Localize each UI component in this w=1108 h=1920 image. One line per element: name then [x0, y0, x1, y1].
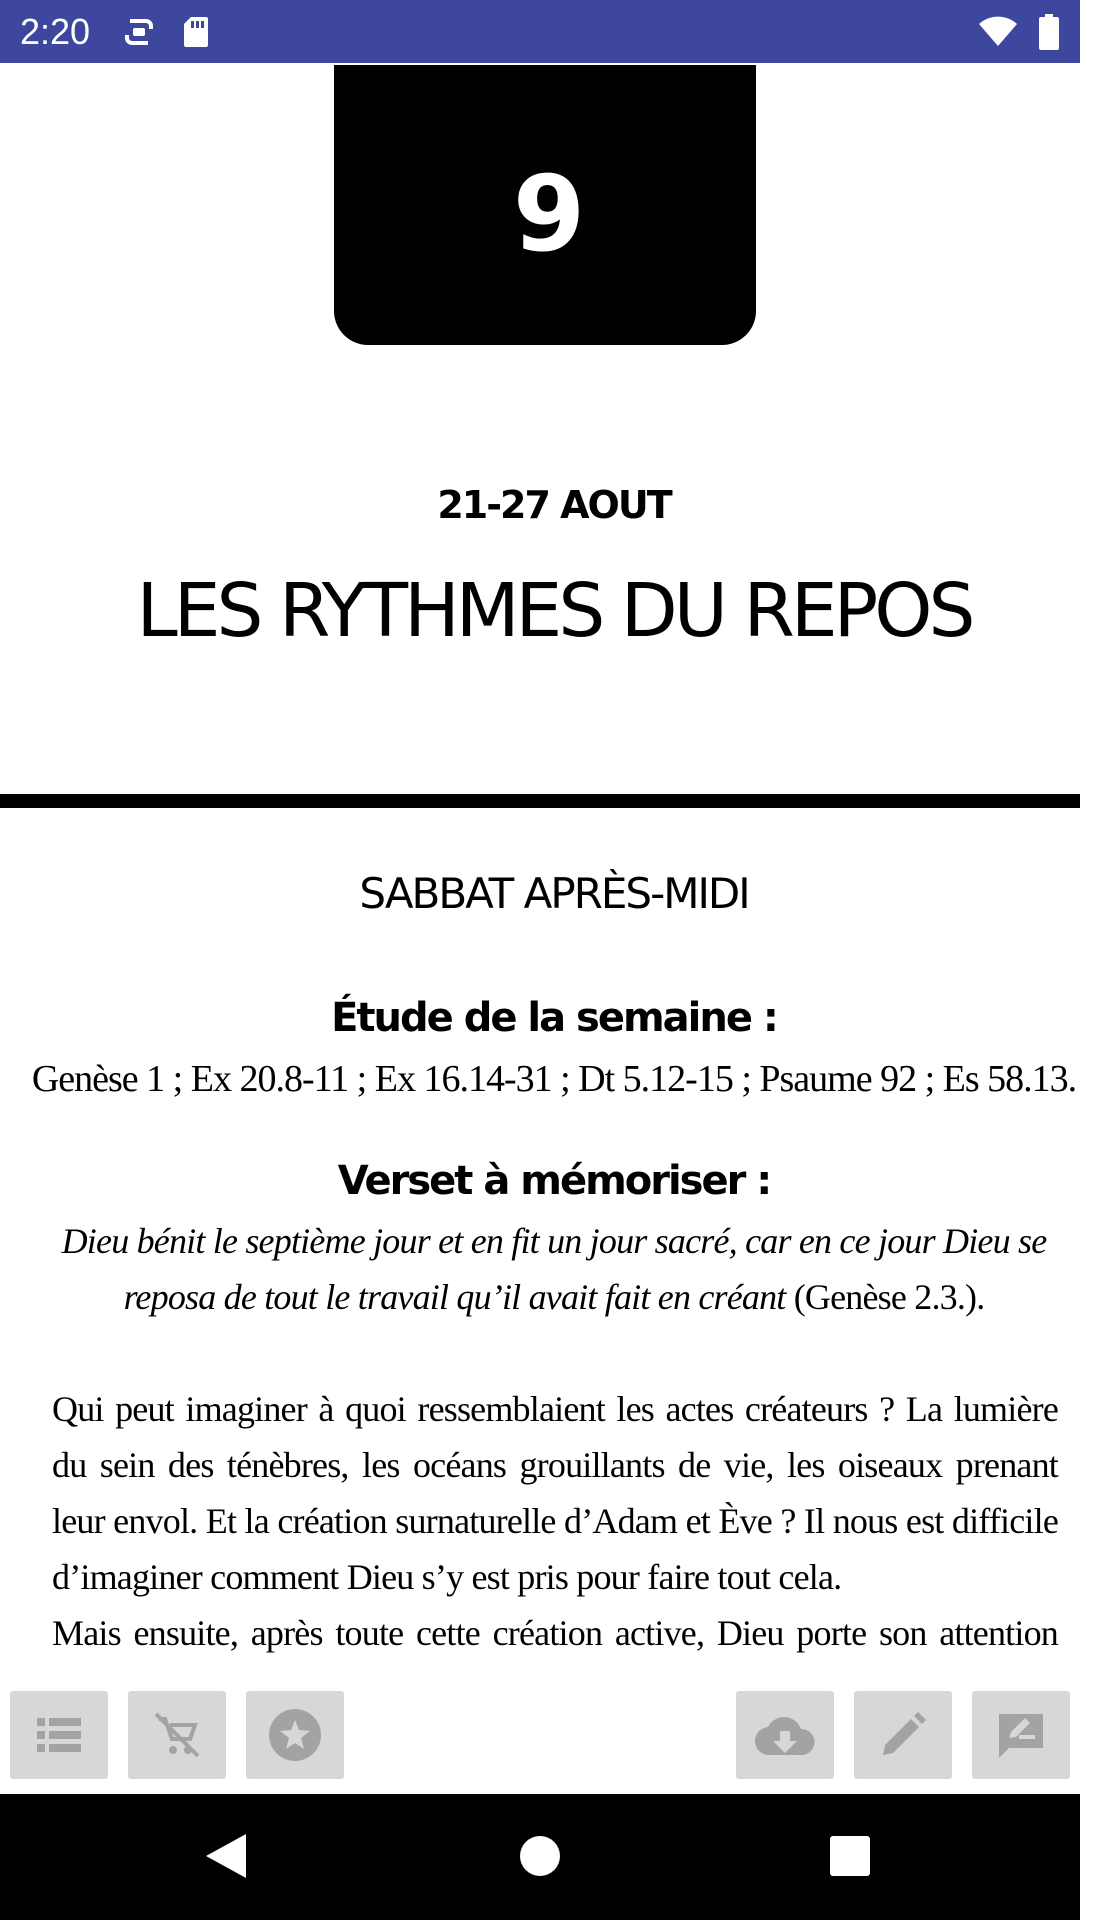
memory-verse [50, 1213, 1058, 1325]
section-heading: SABBAT APRÈS-MIDI [359, 869, 749, 918]
body-text [52, 1381, 1058, 1717]
body-next-line: Mais ensuite, après toute cette création active, Dieu porte son attention [52, 1613, 1058, 1653]
lesson-dates: 21-27 AOUT [437, 483, 671, 527]
star-icon [268, 1708, 322, 1762]
cloud-download-icon [754, 1713, 816, 1757]
horizontal-rule [0, 794, 1080, 808]
document-page[interactable] [0, 63, 1080, 1675]
feedback-button[interactable] [972, 1691, 1070, 1779]
navigation-bar [0, 1794, 1080, 1920]
battery-icon [1038, 14, 1060, 50]
memory-verse-reference: (Genèse 2.3.). [785, 1277, 985, 1317]
lesson-title: LES RYTHMES DU REPOS [136, 568, 972, 654]
lesson-number: 9 [512, 153, 586, 275]
sync-icon [124, 15, 154, 49]
memory-verse-label: Verset à mémoriser : [337, 1158, 771, 1204]
status-icons-left [124, 15, 210, 49]
bottom-toolbar [0, 1675, 1080, 1794]
home-button[interactable] [512, 1830, 568, 1886]
status-bar [0, 0, 1080, 63]
table-of-contents-button[interactable] [10, 1691, 108, 1779]
status-icons-right [978, 14, 1060, 50]
body-paragraph: Qui peut imaginer à quoi ressemblaient les actes créateurs ? La lumière du sein des ténèbres, les océans grouillants de vie, les oiseaux prenant leur envol. Et la création surnaturelle d’Adam et Ève ? Il nous est difficile d’imaginer comment Dieu s’y est pris pour faire tout cela. [52, 1389, 1058, 1597]
lesson-number-box [334, 65, 756, 345]
status-time: 2:20 [20, 10, 91, 52]
study-label: Étude de la semaine : [331, 995, 777, 1041]
download-button[interactable] [736, 1691, 834, 1779]
home-icon [518, 1834, 562, 1883]
list-icon [35, 1715, 83, 1755]
recents-button[interactable] [822, 1830, 878, 1886]
wifi-icon [978, 16, 1018, 48]
edit-button[interactable] [854, 1691, 952, 1779]
memory-verse-text: Dieu bénit le septième jour et en fit un jour sacré, car en ce jour Dieu se reposa de tout le travail qu’il avait fait en créant [61, 1221, 1047, 1317]
study-references: Genèse 1 ; Ex 20.8-11 ; Ex 16.14-31 ; Dt 5.12-15 ; Psaume 92 ; Es 58.13. [31, 1058, 1077, 1100]
back-button[interactable] [197, 1830, 253, 1886]
pencil-icon [879, 1711, 927, 1759]
recents-icon [829, 1835, 871, 1882]
cart-off-button[interactable] [128, 1691, 226, 1779]
shopping-cart-off-icon [151, 1709, 203, 1761]
sd-card-icon [182, 15, 210, 49]
favorite-button[interactable] [246, 1691, 344, 1779]
feedback-icon [995, 1710, 1047, 1760]
back-icon [202, 1832, 248, 1885]
